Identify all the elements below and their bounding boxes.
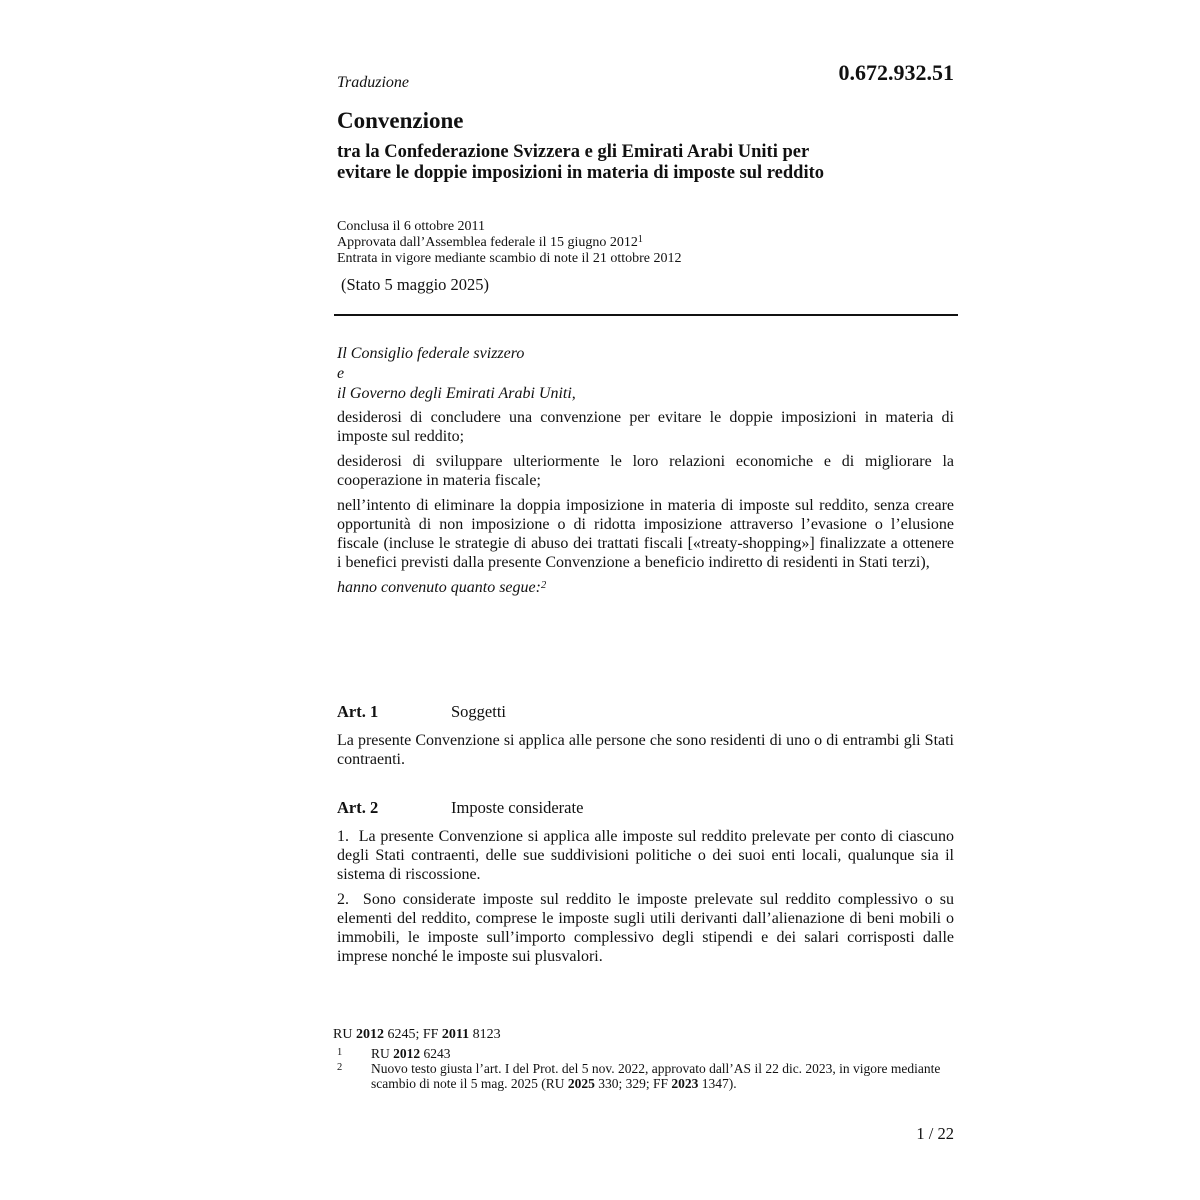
footnote-text: [371, 1046, 949, 1061]
ref-text: 8123: [469, 1027, 501, 1042]
closing-text: hanno convenuto quanto segue:: [337, 579, 541, 596]
party-switzerland: Il Consiglio federale svizzero: [337, 345, 525, 362]
footnote-segment: Nuovo testo giusta l’art. I del Prot. del 5 nov. 2022, approvato dall’AS il 22 dic. 2023, in vigore mediante scambio di note il 5 mag. 2025 (RU: [371, 1061, 941, 1091]
footnote-segment: 330; 329; FF: [594, 1076, 672, 1091]
footnote-ref[interactable]: 1: [637, 234, 643, 245]
footnotes: [337, 1046, 957, 1091]
footnote-mark: 1: [337, 1047, 343, 1058]
document-title: Convenzione: [337, 108, 464, 133]
footnote-bold: 2012: [393, 1046, 421, 1061]
page-number: 1 / 22: [916, 1124, 954, 1143]
preamble-paragraph: nell’intento di eliminare la doppia imposizione in materia di imposte sul reddito, senza creare opportunità di non imposizione o di ridotta imposizione attraverso l’evasione o l’elusione fiscale (incluse le strategie di abuso dei trattati fiscali [«treaty-shopping»] finalizzate a ottenere i benefici previsti dalla presente Convenzione a beneficio indiretto di residenti in Stati terzi),: [337, 497, 954, 571]
entry-into-force-date: Entrata in vigore mediante scambio di note il 21 ottobre 2012: [337, 251, 682, 266]
subtitle-line: tra la Confederazione Svizzera e gli Emirati Arabi Uniti per: [337, 142, 810, 162]
article-heading: [337, 798, 583, 818]
article-paragraph: 1. La presente Convenzione si applica alle imposte sul reddito prelevate per conto di ciascuno degli Stati contraenti, delle sue suddivisioni politiche o dei suoi enti locali, qualunque sia il sistema di riscossione.: [337, 828, 958, 883]
article-heading: [337, 702, 506, 722]
header-divider: [334, 314, 958, 316]
document-subtitle: [337, 142, 957, 184]
preamble-closing: [337, 578, 954, 597]
preamble-paragraph: desiderosi di concludere una convenzione per evitare le doppie imposizioni in materia di imposte sul reddito;: [337, 409, 954, 445]
footnote-segment: RU: [371, 1046, 394, 1061]
footnote-mark: 2: [337, 1062, 343, 1073]
party-conjunction: e: [337, 365, 345, 382]
article-body: [337, 827, 958, 970]
approved-text: Approvata dall’Assemblea federale il 15 giugno 2012: [337, 235, 638, 250]
approved-date: [337, 235, 681, 251]
footnote-text: [371, 1061, 949, 1091]
translation-label: Traduzione: [337, 74, 410, 91]
footnote-segment: 1347).: [698, 1076, 737, 1091]
article-paragraph: 2. Sono considerate imposte sul reddito le imposte prelevate sul reddito complessivo o su elementi del reddito, comprese le imposte sugli utili derivanti dall’alienazione di beni mobili o immobili, le imposte sull’importo complessivo degli stipendi e dei salari corrisposti dalle imprese nonché le imposte sui plusvalori.: [337, 891, 958, 965]
article-body: [337, 731, 954, 773]
footnote-bold: 2025: [567, 1076, 595, 1091]
ref-year: 2011: [441, 1027, 470, 1042]
ref-text: 6245; FF: [383, 1027, 442, 1042]
footnote-bold: 2023: [671, 1076, 699, 1091]
document-metadata: [337, 219, 681, 267]
footnote-ref[interactable]: 2: [540, 580, 547, 591]
sr-number: 0.672.932.51: [838, 60, 954, 85]
official-reference: [333, 1027, 501, 1043]
footnote-segment: 6243: [420, 1046, 451, 1061]
article-title: Imposte considerate: [451, 798, 584, 817]
footnote: [337, 1046, 957, 1061]
subtitle-line: evitare le doppie imposizioni in materia di imposte sul reddito: [337, 163, 824, 183]
status-date: (Stato 5 maggio 2025): [341, 275, 490, 294]
article-title: Soggetti: [451, 702, 507, 721]
article-number: Art. 2: [337, 798, 379, 817]
preamble: [337, 344, 954, 597]
article-paragraph: La presente Convenzione si applica alle persone che sono residenti di uno o di entrambi gli Stati contraenti.: [337, 732, 954, 768]
concluded-date: Conclusa il 6 ottobre 2011: [337, 219, 486, 234]
article-number: Art. 1: [337, 702, 379, 721]
preamble-paragraph: desiderosi di sviluppare ulteriormente le loro relazioni economiche e di migliorare la cooperazione in materia fiscale;: [337, 453, 954, 489]
footnote: [337, 1061, 957, 1091]
ref-text: RU: [333, 1027, 356, 1042]
ref-year: 2012: [355, 1027, 384, 1042]
party-uae: il Governo degli Emirati Arabi Uniti,: [337, 385, 576, 402]
